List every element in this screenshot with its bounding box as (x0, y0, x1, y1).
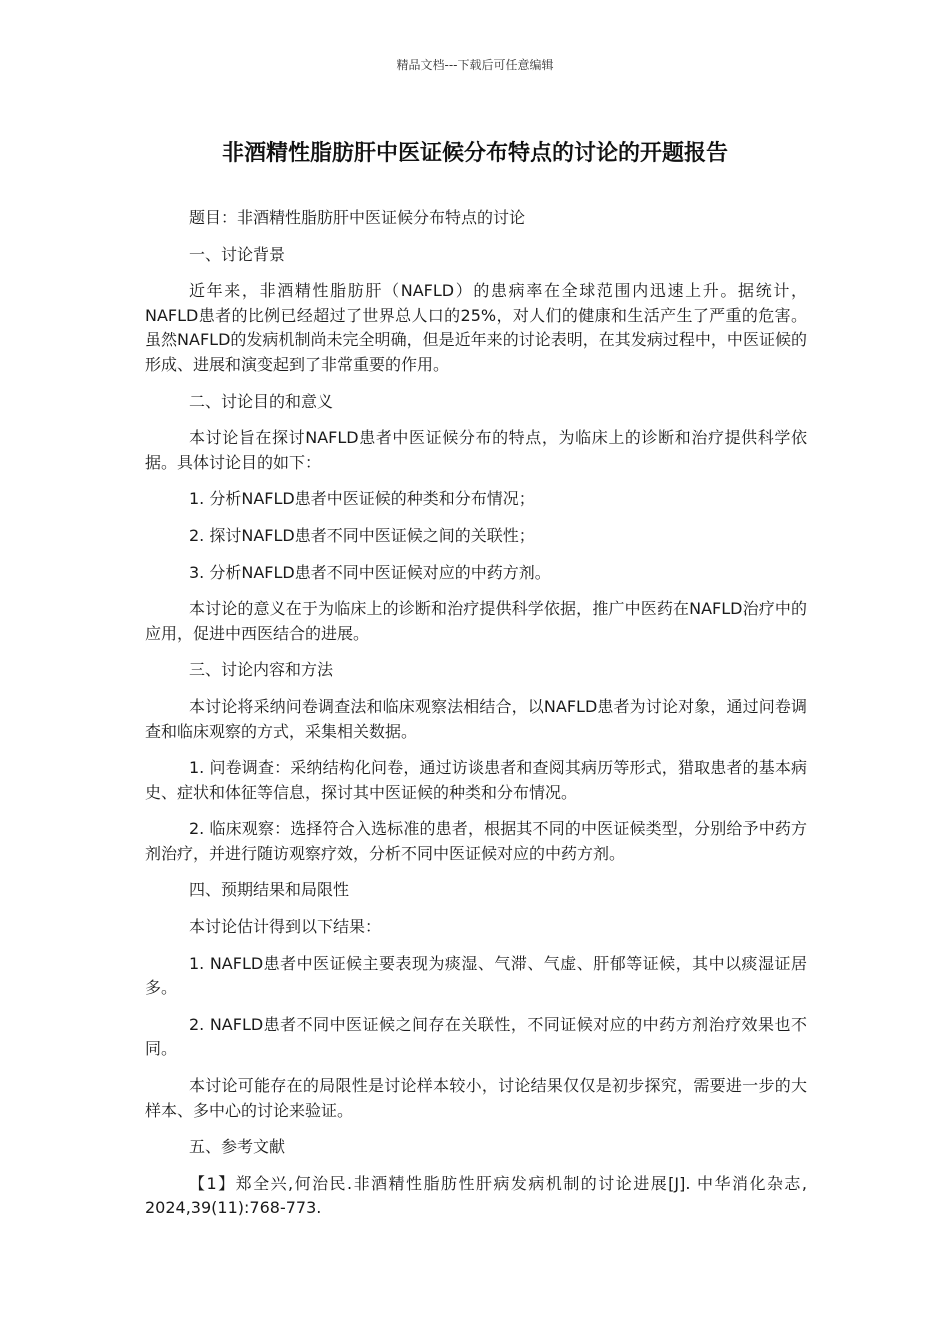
purpose-item-3: 3. 分析NAFLD患者不同中医证候对应的中药方剂。 (189, 562, 551, 582)
purpose-paragraph: 本讨论旨在探讨NAFLD患者中医证候分布的特点，为临床上的诊断和治疗提供科学依据。具体讨论目的如下： (145, 428, 807, 472)
section-heading-methods: 三、讨论内容和方法 (189, 660, 334, 680)
section-heading-background: 一、讨论背景 (189, 244, 286, 264)
methods-item-1: 1. 问卷调查：采纳结构化问卷，通过访谈患者和查阅其病历等形式，猎取患者的基本病史、症状和体征等信息，探讨其中医证候的种类和分布情况。 (145, 758, 807, 802)
reference-item-1: 【1】郑全兴,何治民.非酒精性脂肪性肝病发病机制的讨论进展[J]. 中华消化杂志, 2024,39(11):768-773. (145, 1173, 807, 1218)
section-heading-references: 五、参考文献 (189, 1137, 286, 1157)
methods-item-2: 2. 临床观察：选择符合入选标准的患者，根据其不同的中医证候类型，分别给予中药方剂治疗，并进行随访观察疗效，分析不同中医证候对应的中药方剂。 (145, 819, 807, 863)
background-paragraph: 近年来，非酒精性脂肪肝（NAFLD）的患病率在全球范围内迅速上升。据统计，NAFLD患者的比例已经超过了世界总人口的25%，对人们的健康和生活产生了严重的危害。虽然NAFLD的发病机制尚未完全明确，但是近年来的讨论表明，在其发病过程中，中医证候的形成、进展和演变起到了非常重要的作用。 (145, 281, 807, 374)
section-heading-results: 四、预期结果和局限性 (189, 880, 350, 900)
results-item-2: 2. NAFLD患者不同中医证候之间存在关联性，不同证候对应的中药方剂治疗效果也不同。 (145, 1014, 807, 1059)
purpose-item-1: 1. 分析NAFLD患者中医证候的种类和分布情况； (189, 489, 535, 509)
document-title: 非酒精性脂肪肝中医证候分布特点的讨论的开题报告 (221, 141, 728, 166)
results-intro: 本讨论估计得到以下结果： (189, 917, 382, 937)
significance-paragraph: 本讨论的意义在于为临床上的诊断和治疗提供科学依据，推广中医药在NAFLD治疗中的应用，促进中西医结合的进展。 (145, 599, 807, 643)
results-item-1: 1. NAFLD患者中医证候主要表现为痰湿、气滞、气虚、肝郁等证候，其中以痰湿证居多。 (145, 953, 807, 998)
purpose-item-2: 2. 探讨NAFLD患者不同中医证候之间的关联性； (189, 525, 535, 545)
methods-paragraph: 本讨论将采纳问卷调查法和临床观察法相结合，以NAFLD患者为讨论对象，通过问卷调查和临床观察的方式，采集相关数据。 (145, 696, 807, 741)
limitations-paragraph: 本讨论可能存在的局限性是讨论样本较小，讨论结果仅仅是初步探究，需要进一步的大样本、多中心的讨论来验证。 (145, 1076, 807, 1120)
section-heading-purpose: 二、讨论目的和意义 (189, 391, 334, 411)
header-note: 精品文档---下载后可任意编辑 (396, 58, 554, 72)
document-body (145, 206, 807, 1233)
topic-line: 题目：非酒精性脂肪肝中医证候分布特点的讨论 (189, 208, 526, 227)
